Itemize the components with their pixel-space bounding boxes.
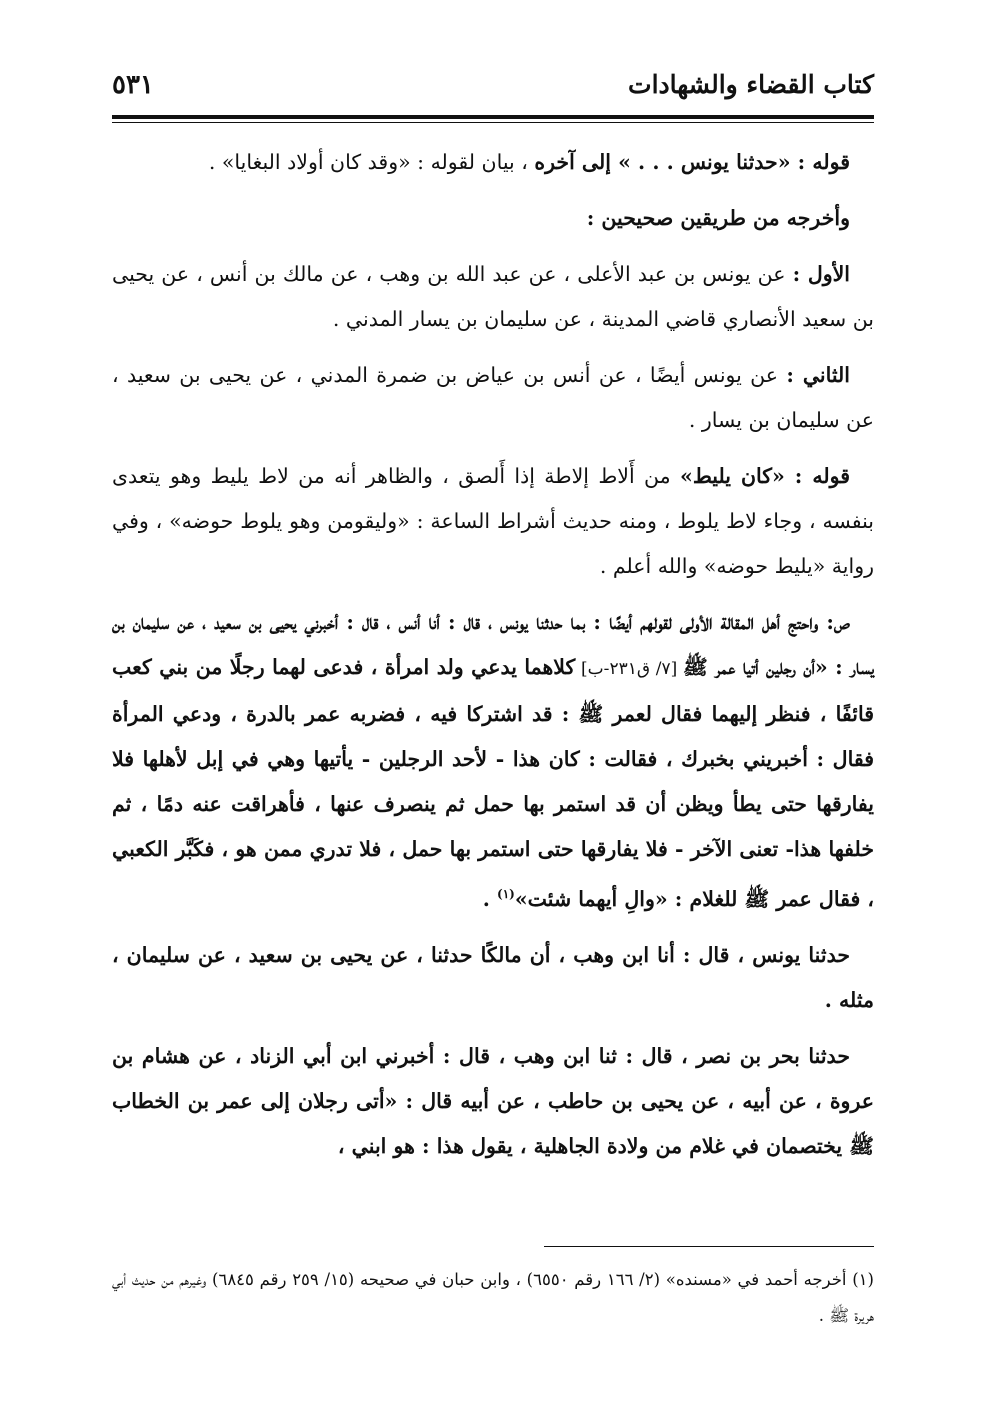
running-title: كتاب القضاء والشهادات (628, 70, 874, 99)
paragraph-2: وأخرجه من طريقين صحيحين : (586, 206, 850, 230)
paragraph-4-text: عن يونس أيضًا ، عن أنس بن عياض بن ضمرة المدني ، عن يحيى بن سعيد ، عن سليمان بن يسار . (112, 363, 874, 432)
paragraph-1 (112, 140, 874, 185)
paragraph-5-lead: قوله : «كان يليط» (680, 464, 850, 488)
paragraph-1-lead: قوله : «حدثنا يونس . . . » إلى آخره (534, 150, 850, 174)
paragraph-4-lead: الثاني : (786, 363, 850, 387)
header-rule-thick (112, 115, 874, 119)
paragraph-6-text-b: كلاهما يدعي ولد امرأة ، فدعى لهما رجلًا من بني كعب قائفًا ، فنظر إليهما فقال لعمر ﷺ : قد اشتركا فيه ، فضربه عمر بالدرة ، ودعي المرأة فقال : أخبريني بخبرك ، فقالت : كان هذا - لأحد الرجلين - يأتيها وهي في إبل لأهلها فلا يفارقها حتى يطأ ويظن أن قد استمر بها حمل ثم ينصرف عنها ، فأهراقت عنه دمًا ، ثم خلفها هذا- تعنى الآخر - فلا يفارقها حتى استمر بها حمل ، فلا تدري ممن هو ، فكَبَّر الكعبي ، فقال عمر ﷺ للغلام : «والِ أيهما شئت» (112, 655, 874, 911)
paragraph-3-lead: الأول : (792, 262, 851, 286)
page-header (112, 66, 874, 106)
paragraph-6-text-a: ص: واحتج أهل المقالة الأولى لقولهم أيضًا : بما حدثنا يونس ، قال : أنا أنس ، قال : أخبرني يحيى بن سعيد ، عن سليمان بن يسار : «أن رجلين أتيا عمر ﷺ (112, 610, 874, 679)
paragraph-5-text: من أَلاط إلاطة إذا أَلصق ، والظاهر أنه من لاط يليط وهو يتعدى بنفسه ، وجاء لاط يلوط ، ومنه حديث أشراط الساعة : «وليقومن وهو يلوط حوضه» ، وفي رواية «يليط حوضه» والله أعلم . (112, 464, 874, 578)
paragraph-6 (112, 600, 874, 922)
paragraph-1-text: ، بيان لقوله : «وقد كان أولاد البغايا» . (208, 150, 535, 174)
paragraph-7: حدثنا يونس ، قال : أنا ابن وهب ، أن مالكًا حدثنا ، عن يحيى بن سعيد ، عن سليمان ، مثله . (112, 942, 874, 1012)
paragraph-4 (112, 353, 874, 443)
page-body (112, 140, 874, 1180)
page-number: ٥٣١ (112, 70, 154, 100)
paragraph-6-end: . (482, 886, 498, 911)
header-rule-thin (112, 122, 874, 123)
paragraph-3 (112, 252, 874, 342)
paragraph-8: حدثنا بحر بن نصر ، قال : ثنا ابن وهب ، قال : أخبرني ابن أبي الزناد ، عن هشام بن عروة ، عن أبيه ، عن يحيى بن حاطب ، عن أبيه قال : «أتى رجلان إلى عمر بن الخطاب ﷺ يختصمان في غلام من ولادة الجاهلية ، يقول هذا : هو ابني ، (112, 1043, 874, 1158)
paragraph-5 (112, 454, 874, 589)
paragraph-3-text: عن يونس بن عبد الأعلى ، عن عبد الله بن وهب ، عن مالك بن أنس ، عن يحيى بن سعيد الأنصاري قاضي المدينة ، عن سليمان بن يسار المدني . (112, 262, 874, 331)
manuscript-folio-marker: [٧/ ق٢٣١-ب] (575, 659, 684, 679)
footnotes (112, 1262, 874, 1334)
footnote-separator (544, 1246, 874, 1247)
footnote-reference: (١) (497, 887, 515, 901)
footnote-1: (١) أخرجه أحمد في «مسنده» (٢/ ١٦٦ رقم ٦٥٥٠) ، وابن حبان في صحيحه (١٥/ ٢٥٩ رقم ٦٨٤٥) وغيرهم من حديث أبي هريرة ﷺ . (112, 1270, 874, 1325)
